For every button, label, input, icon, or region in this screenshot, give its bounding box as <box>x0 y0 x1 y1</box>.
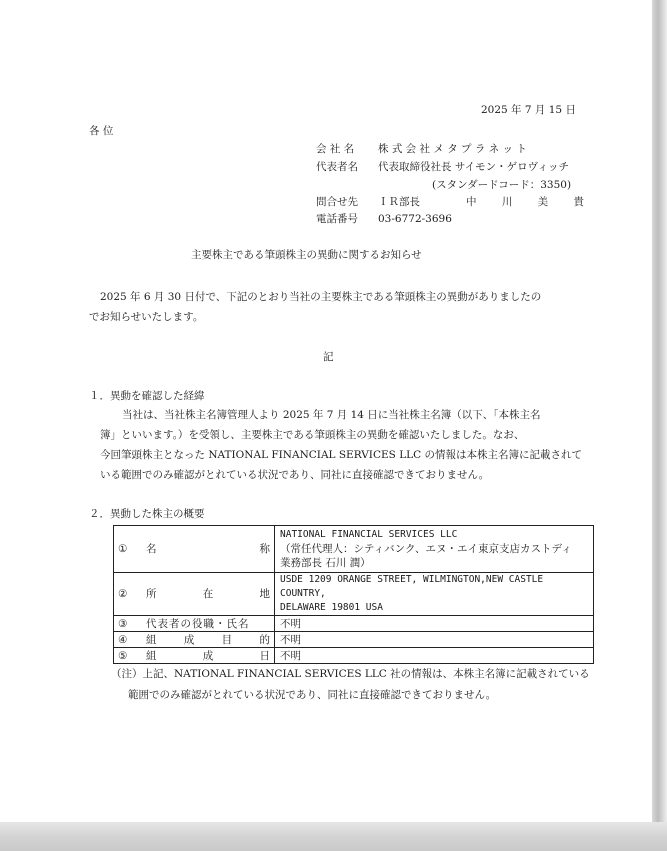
intro-line-1: 2025 年 6 月 30 日付で、下記のとおり当社の主要株主である筆頭株主の異動がありましたの <box>100 291 542 303</box>
document-date: 2025 年 7 月 15 日 <box>481 104 576 116</box>
row-label: 組 成 目 的 <box>146 633 270 646</box>
section-1-line: いる範囲でのみ確認がとれている状況であり、同社に直接確認できておりません。 <box>100 469 490 481</box>
section-1-line: 当社は、当社株主名簿管理人より 2025 年 7 月 14 日に当社株主名簿（以下、「本株主名 <box>122 409 541 421</box>
note-line-2: 範囲でのみ確認がとれている状況であり、同社に直接確認できておりません。 <box>128 689 497 701</box>
row-number: ① <box>118 543 128 555</box>
company-label: 会 社 名 <box>316 143 355 155</box>
section-1-line: 簿」といいます。）を受領し、主要株主である筆頭株主の異動を確認いたしました。なお、 <box>100 429 525 441</box>
row-value-cell <box>275 648 594 664</box>
row-number: ③ <box>118 617 128 630</box>
row-label-cell <box>114 573 275 616</box>
row-value: DELAWARE 19801 USA <box>280 602 383 613</box>
intro-line-2: でお知らせいたします。 <box>89 311 204 323</box>
representative-label: 代表者名 <box>316 161 358 173</box>
page-bottom-shadow <box>0 822 667 851</box>
contact-person: 中 川 美 貴 <box>466 196 585 208</box>
row-label: 組 成 日 <box>146 649 270 662</box>
row-value: USDE 1209 ORANGE STREET, WILMINGTON,NEW CASTLE COUNTRY, <box>280 574 544 599</box>
section-2-heading: ２．異動した株主の概要 <box>89 508 205 520</box>
document-title: 主要株主である筆頭株主の異動に関するお知らせ <box>191 249 422 261</box>
row-value: 業務部長 石川 潤） <box>280 557 371 569</box>
table-row <box>114 573 594 616</box>
row-value-cell <box>275 526 594 573</box>
stock-code: (スタンダードコード：3350) <box>432 179 572 191</box>
row-value-cell <box>275 616 594 632</box>
row-value-cell <box>275 632 594 648</box>
row-value: （常任代理人：シティバンク、エヌ・エイ東京支店カストディ <box>280 543 572 555</box>
row-number: ② <box>118 588 128 600</box>
section-1-line: 今回筆頭株主となった NATIONAL FINANCIAL SERVICES LLC の情報は本株主名簿に記載されて <box>100 449 583 461</box>
contact-department: ＩＲ部長 <box>378 196 420 208</box>
addressee: 各 位 <box>89 125 114 137</box>
row-label-cell <box>114 616 275 632</box>
row-number: ④ <box>118 633 128 646</box>
row-label-cell <box>114 632 275 648</box>
row-label-cell <box>114 526 275 573</box>
company-name: 株 式 会 社 メ タ プ ラ ネ ッ ト <box>378 143 527 155</box>
ki-heading: 記 <box>323 351 334 363</box>
row-number: ⑤ <box>118 649 128 662</box>
page-edge-shadow <box>652 0 667 851</box>
table-row <box>114 616 594 632</box>
table-row <box>114 526 594 573</box>
table-row <box>114 648 594 664</box>
shareholder-table <box>113 525 594 664</box>
row-value: 不明 <box>280 649 301 662</box>
row-value: 不明 <box>280 633 301 646</box>
phone-number: 03-6772-3696 <box>378 213 452 225</box>
row-label: 代表者の役職・氏名 <box>146 617 250 630</box>
note-line-1: （注）上記、NATIONAL FINANCIAL SERVICES LLC 社の情報は、本株主名簿に記載されている <box>111 668 590 680</box>
row-value: NATIONAL FINANCIAL SERVICES LLC <box>280 529 458 540</box>
representative-name: 代表取締役社長 サイモン・ゲロヴィッチ <box>378 161 569 173</box>
section-1-heading: １．異動を確認した経緯 <box>89 390 205 402</box>
row-value-cell <box>275 573 594 616</box>
contact-label: 問合せ先 <box>316 196 358 208</box>
phone-label: 電話番号 <box>316 213 358 225</box>
row-label: 名 称 <box>146 543 270 555</box>
row-label: 所 在 地 <box>146 588 270 600</box>
table-row <box>114 632 594 648</box>
row-label-cell <box>114 648 275 664</box>
row-value: 不明 <box>280 617 301 630</box>
